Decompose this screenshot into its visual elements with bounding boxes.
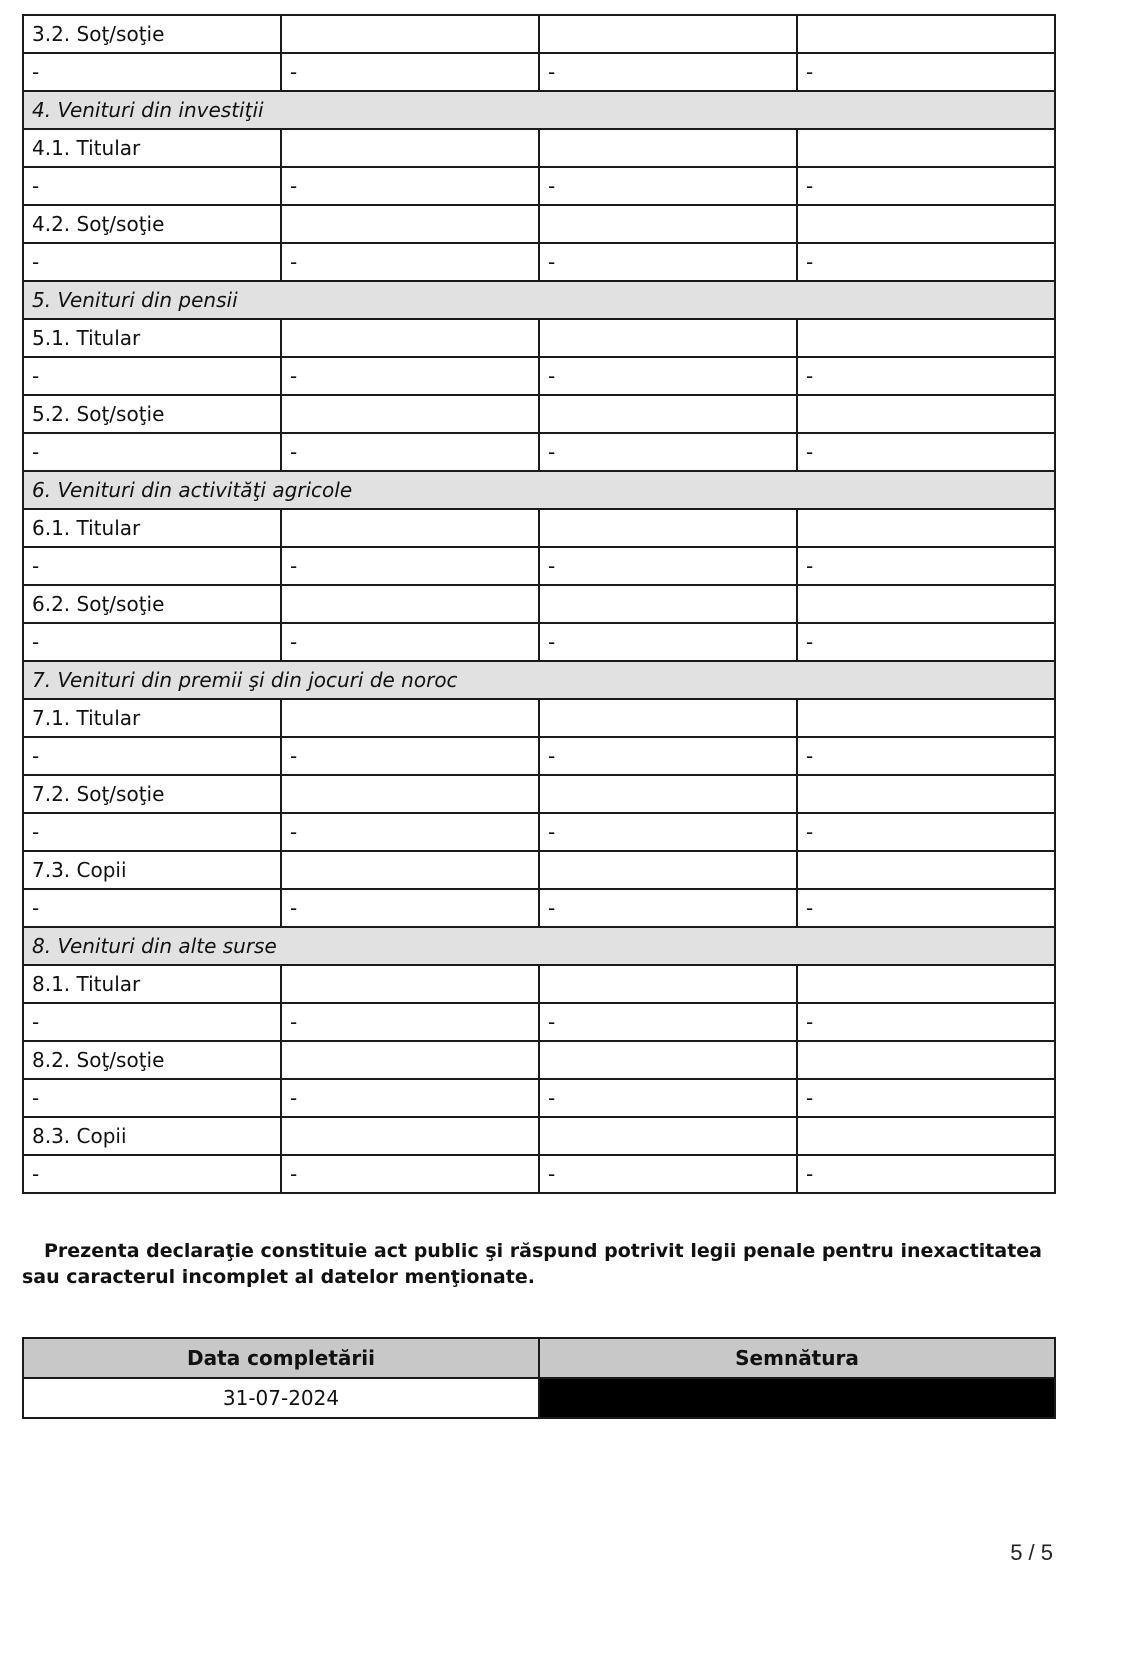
dash-cell: - bbox=[281, 433, 539, 471]
dash-cell: - bbox=[539, 1003, 797, 1041]
declaration-statement: Prezenta declaraţie constituie act public şi răspund potrivit legii penale pentru inexactitatea sau caracterul incomplet al datelor menţionate. bbox=[22, 1240, 1042, 1288]
empty-cell bbox=[539, 319, 797, 357]
signature-redacted bbox=[539, 1378, 1055, 1418]
dash-cell: - bbox=[797, 813, 1055, 851]
empty-cell bbox=[281, 129, 539, 167]
dash-cell: - bbox=[539, 243, 797, 281]
empty-cell bbox=[281, 699, 539, 737]
subsection-label: 4.2. Soţ/soţie bbox=[23, 205, 281, 243]
section-header-row bbox=[23, 471, 1055, 509]
subsection-label: 8.3. Copii bbox=[23, 1117, 281, 1155]
dash-cell: - bbox=[23, 53, 281, 91]
dash-cell: - bbox=[539, 547, 797, 585]
date-completed-header: Data completării bbox=[23, 1338, 539, 1378]
section-header: 5. Venituri din pensii bbox=[23, 281, 1055, 319]
empty-cell bbox=[539, 965, 797, 1003]
dash-cell: - bbox=[281, 813, 539, 851]
section-header-row bbox=[23, 661, 1055, 699]
dash-cell: - bbox=[797, 889, 1055, 927]
subsection-row bbox=[23, 699, 1055, 737]
subsection-row bbox=[23, 585, 1055, 623]
empty-cell bbox=[797, 1041, 1055, 1079]
subsection-row bbox=[23, 965, 1055, 1003]
empty-cell bbox=[797, 851, 1055, 889]
dash-cell: - bbox=[23, 1155, 281, 1193]
dash-cell: - bbox=[539, 433, 797, 471]
section-header-row bbox=[23, 927, 1055, 965]
subsection-label: 8.2. Soţ/soţie bbox=[23, 1041, 281, 1079]
empty-cell bbox=[539, 1117, 797, 1155]
dash-cell: - bbox=[797, 1003, 1055, 1041]
dash-cell: - bbox=[281, 1003, 539, 1041]
signature-table-value-row bbox=[23, 1378, 1055, 1418]
dash-cell: - bbox=[539, 737, 797, 775]
section-header: 8. Venituri din alte surse bbox=[23, 927, 1055, 965]
subsection-label: 7.1. Titular bbox=[23, 699, 281, 737]
dash-cell: - bbox=[23, 167, 281, 205]
dash-cell: - bbox=[281, 623, 539, 661]
table-row bbox=[23, 1003, 1055, 1041]
subsection-label: 5.1. Titular bbox=[23, 319, 281, 357]
empty-cell bbox=[797, 775, 1055, 813]
dash-cell: - bbox=[797, 547, 1055, 585]
empty-cell bbox=[539, 509, 797, 547]
dash-cell: - bbox=[281, 167, 539, 205]
date-completed-value: 31-07-2024 bbox=[23, 1378, 539, 1418]
dash-cell: - bbox=[23, 1079, 281, 1117]
dash-cell: - bbox=[281, 1155, 539, 1193]
section-header: 7. Venituri din premii şi din jocuri de noroc bbox=[23, 661, 1055, 699]
empty-cell bbox=[539, 585, 797, 623]
dash-cell: - bbox=[281, 53, 539, 91]
table-row bbox=[23, 433, 1055, 471]
dash-cell: - bbox=[539, 167, 797, 205]
empty-cell bbox=[797, 699, 1055, 737]
signature-header: Semnătura bbox=[539, 1338, 1055, 1378]
dash-cell: - bbox=[281, 357, 539, 395]
section-header: 6. Venituri din activităţi agricole bbox=[23, 471, 1055, 509]
empty-cell bbox=[281, 509, 539, 547]
dash-cell: - bbox=[23, 357, 281, 395]
empty-cell bbox=[539, 1041, 797, 1079]
subsection-row bbox=[23, 509, 1055, 547]
dash-cell: - bbox=[539, 1155, 797, 1193]
subsection-row bbox=[23, 1041, 1055, 1079]
dash-cell: - bbox=[539, 889, 797, 927]
dash-cell: - bbox=[281, 1079, 539, 1117]
empty-cell bbox=[281, 965, 539, 1003]
subsection-row bbox=[23, 775, 1055, 813]
dash-cell: - bbox=[23, 813, 281, 851]
subsection-label: 7.3. Copii bbox=[23, 851, 281, 889]
table-row bbox=[23, 813, 1055, 851]
subsection-label: 8.1. Titular bbox=[23, 965, 281, 1003]
subsection-label: 6.1. Titular bbox=[23, 509, 281, 547]
empty-cell bbox=[797, 509, 1055, 547]
dash-cell: - bbox=[23, 623, 281, 661]
empty-cell bbox=[797, 965, 1055, 1003]
subsection-row bbox=[23, 205, 1055, 243]
income-table bbox=[22, 14, 1056, 1194]
empty-cell bbox=[539, 775, 797, 813]
section-header: 4. Venituri din investiţii bbox=[23, 91, 1055, 129]
table-row bbox=[23, 1079, 1055, 1117]
table-row bbox=[23, 53, 1055, 91]
empty-cell bbox=[797, 1117, 1055, 1155]
empty-cell bbox=[281, 585, 539, 623]
empty-cell bbox=[281, 205, 539, 243]
table-row bbox=[23, 1155, 1055, 1193]
empty-cell bbox=[281, 851, 539, 889]
table-row bbox=[23, 889, 1055, 927]
dash-cell: - bbox=[797, 53, 1055, 91]
table-row bbox=[23, 357, 1055, 395]
empty-cell bbox=[281, 319, 539, 357]
subsection-row bbox=[23, 1117, 1055, 1155]
dash-cell: - bbox=[281, 889, 539, 927]
dash-cell: - bbox=[539, 1079, 797, 1117]
dash-cell: - bbox=[23, 889, 281, 927]
income-table-body bbox=[23, 15, 1055, 1193]
table-row bbox=[23, 243, 1055, 281]
empty-cell bbox=[281, 1041, 539, 1079]
dash-cell: - bbox=[797, 737, 1055, 775]
dash-cell: - bbox=[23, 737, 281, 775]
subsection-row bbox=[23, 319, 1055, 357]
dash-cell: - bbox=[23, 243, 281, 281]
empty-cell bbox=[281, 775, 539, 813]
subsection-label: 7.2. Soţ/soţie bbox=[23, 775, 281, 813]
empty-cell bbox=[539, 699, 797, 737]
empty-cell bbox=[539, 851, 797, 889]
empty-cell bbox=[539, 395, 797, 433]
table-row bbox=[23, 167, 1055, 205]
dash-cell: - bbox=[539, 813, 797, 851]
empty-cell bbox=[797, 585, 1055, 623]
dash-cell: - bbox=[797, 1155, 1055, 1193]
dash-cell: - bbox=[23, 1003, 281, 1041]
dash-cell: - bbox=[281, 547, 539, 585]
dash-cell: - bbox=[539, 357, 797, 395]
dash-cell: - bbox=[797, 623, 1055, 661]
empty-cell bbox=[281, 395, 539, 433]
subsection-row bbox=[23, 395, 1055, 433]
dash-cell: - bbox=[281, 243, 539, 281]
table-row bbox=[23, 623, 1055, 661]
subsection-row bbox=[23, 851, 1055, 889]
empty-cell bbox=[797, 319, 1055, 357]
dash-cell: - bbox=[539, 53, 797, 91]
subsection-row bbox=[23, 129, 1055, 167]
section-header-row bbox=[23, 91, 1055, 129]
empty-cell bbox=[797, 129, 1055, 167]
dash-cell: - bbox=[797, 433, 1055, 471]
section-header-row bbox=[23, 281, 1055, 319]
empty-cell bbox=[797, 395, 1055, 433]
empty-cell bbox=[539, 129, 797, 167]
subsection-label: 5.2. Soţ/soţie bbox=[23, 395, 281, 433]
empty-cell bbox=[539, 15, 797, 53]
dash-cell: - bbox=[797, 167, 1055, 205]
dash-cell: - bbox=[797, 357, 1055, 395]
dash-cell: - bbox=[23, 547, 281, 585]
signature-table bbox=[22, 1337, 1056, 1419]
dash-cell: - bbox=[797, 1079, 1055, 1117]
empty-cell bbox=[539, 205, 797, 243]
subsection-label: 6.2. Soţ/soţie bbox=[23, 585, 281, 623]
empty-cell bbox=[797, 15, 1055, 53]
signature-table-header-row bbox=[23, 1338, 1055, 1378]
empty-cell bbox=[797, 205, 1055, 243]
page-number: 5 / 5 bbox=[1010, 1540, 1053, 1565]
subsection-label: 3.2. Soţ/soţie bbox=[23, 15, 281, 53]
empty-cell bbox=[281, 15, 539, 53]
subsection-label: 4.1. Titular bbox=[23, 129, 281, 167]
empty-cell bbox=[281, 1117, 539, 1155]
dash-cell: - bbox=[23, 433, 281, 471]
table-row bbox=[23, 547, 1055, 585]
dash-cell: - bbox=[797, 243, 1055, 281]
subsection-row bbox=[23, 15, 1055, 53]
dash-cell: - bbox=[539, 623, 797, 661]
dash-cell: - bbox=[281, 737, 539, 775]
table-row bbox=[23, 737, 1055, 775]
